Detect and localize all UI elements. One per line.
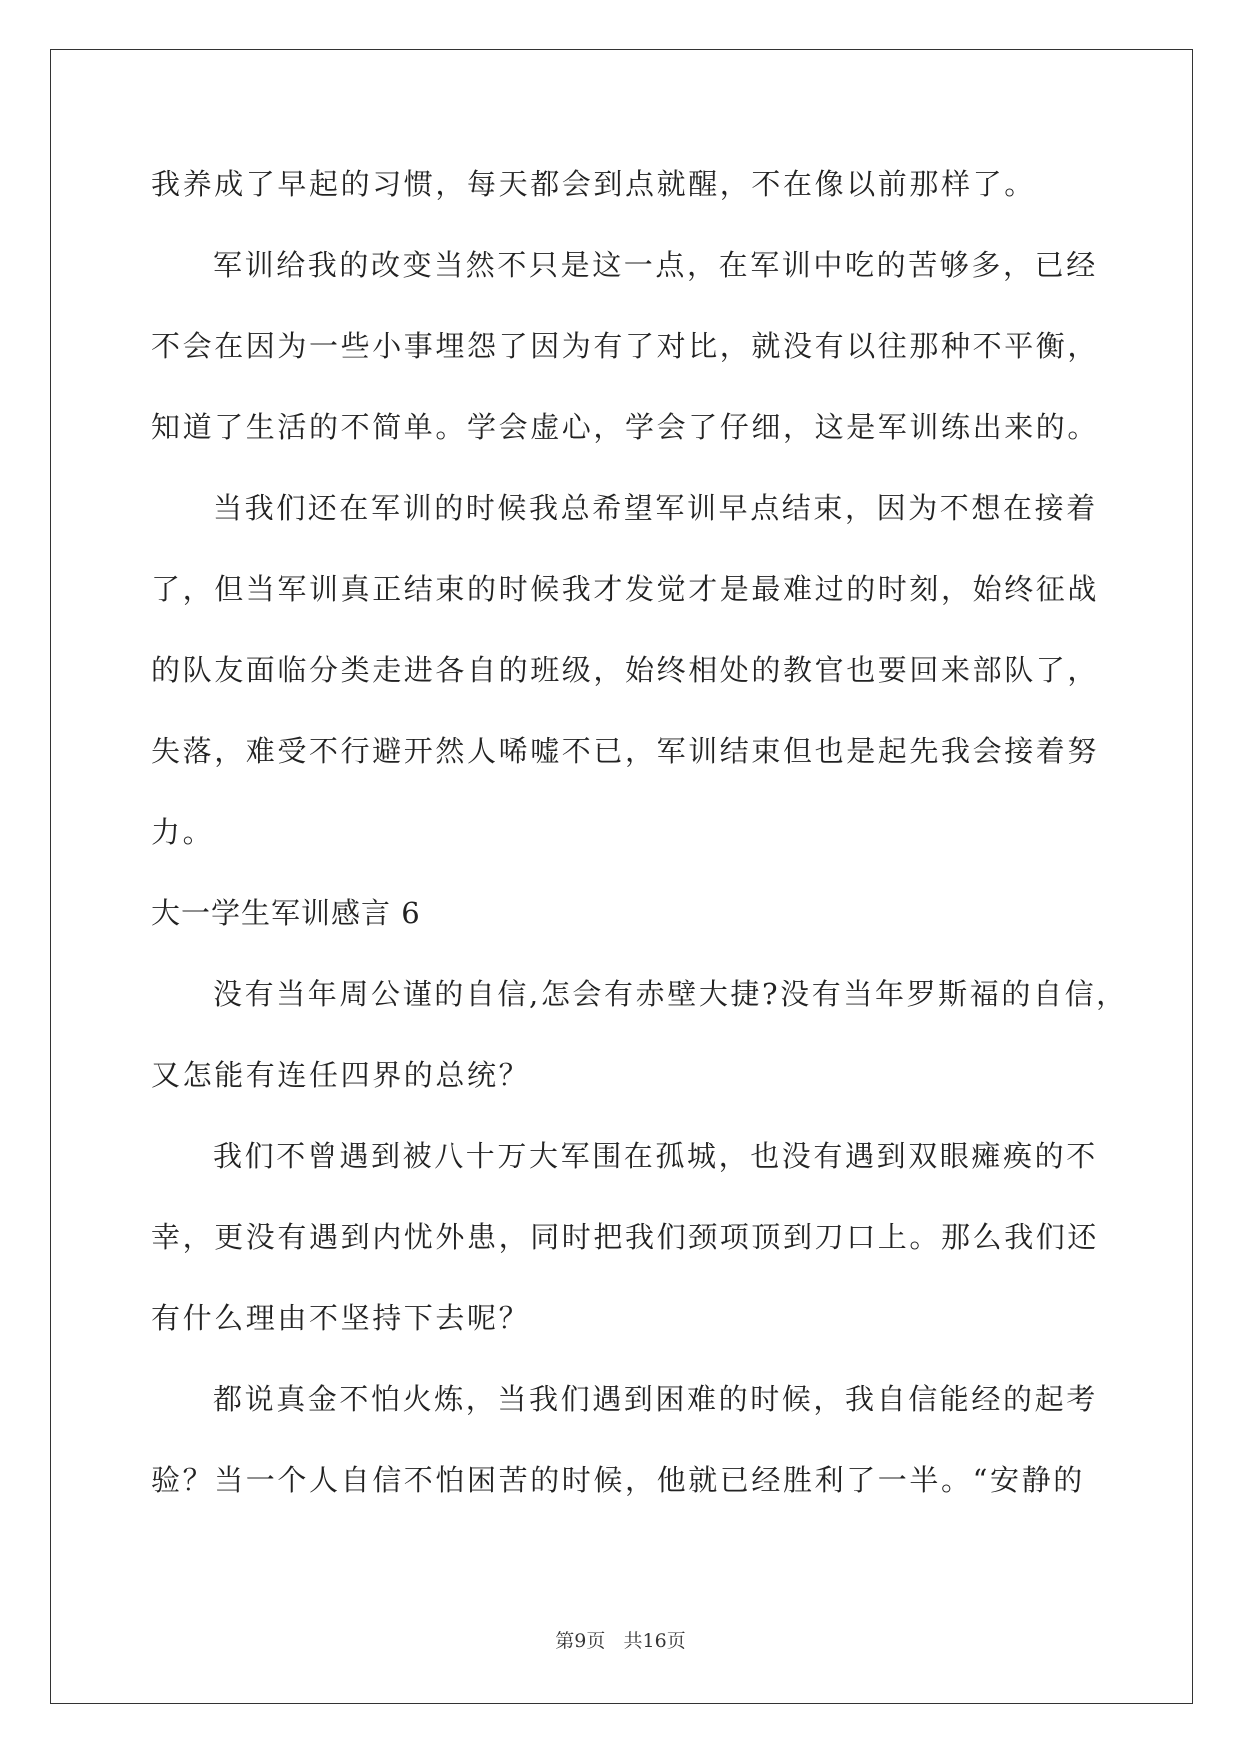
section-heading: 大一学生军训感言 6 (151, 896, 421, 930)
footer-gap (605, 1630, 623, 1652)
paragraph-line: 当我们还在军训的时候我总希望军训早点结束，因为不想在接着 (213, 491, 1098, 525)
paragraph-line: 我们不曾遇到被八十万大军围在孤城，也没有遇到双眼瘫痪的不 (213, 1139, 1098, 1173)
page-prefix: 第 (555, 1630, 575, 1652)
paragraph-line: 幸，更没有遇到内忧外患，同时把我们颈项顶到刀口上。那么我们还 (151, 1220, 1100, 1254)
paragraph-line: 验？当一个人自信不怕困苦的时候，他就已经胜利了一半。“安静的 (151, 1463, 1085, 1497)
paragraph-line: 失落，难受不行避开然人唏嘘不已，军训结束但也是起先我会接着努 (151, 734, 1100, 768)
total-prefix: 共 (623, 1630, 643, 1652)
total-pages: 16 (642, 1630, 667, 1652)
paragraph-line: 了，但当军训真正结束的时候我才发觉才是最难过的时刻，始终征战 (151, 572, 1100, 606)
paragraph-line: 都说真金不怕火炼，当我们遇到困难的时候，我自信能经的起考 (213, 1382, 1098, 1416)
paragraph-line: 我养成了早起的习惯，每天都会到点就醒，不在像以前那样了。 (151, 167, 1036, 201)
paragraph-line: 又怎能有连任四界的总统？ (151, 1058, 531, 1092)
paragraph-line: 力。 (151, 815, 215, 849)
paragraph-line: 有什么理由不坚持下去呢？ (151, 1301, 531, 1335)
document-body (151, 159, 1128, 1536)
page-suffix: 页 (586, 1630, 606, 1652)
paragraph-line: 的队友面临分类走进各自的班级，始终相处的教官也要回来部队了， (151, 653, 1100, 687)
paragraph-line: 知道了生活的不简单。学会虚心，学会了仔细，这是军训练出来的。 (151, 410, 1100, 444)
paragraph-line: 军训给我的改变当然不只是这一点，在军训中吃的苦够多，已经 (213, 248, 1098, 282)
page-footer (0, 1629, 1241, 1653)
page-number: 9 (574, 1630, 587, 1652)
paragraph-line: 没有当年周公谨的自信,怎会有赤壁大捷?没有当年罗斯福的自信， (213, 977, 1128, 1011)
total-suffix: 页 (666, 1630, 686, 1652)
paragraph-line: 不会在因为一些小事埋怨了因为有了对比，就没有以往那种不平衡， (151, 329, 1100, 363)
